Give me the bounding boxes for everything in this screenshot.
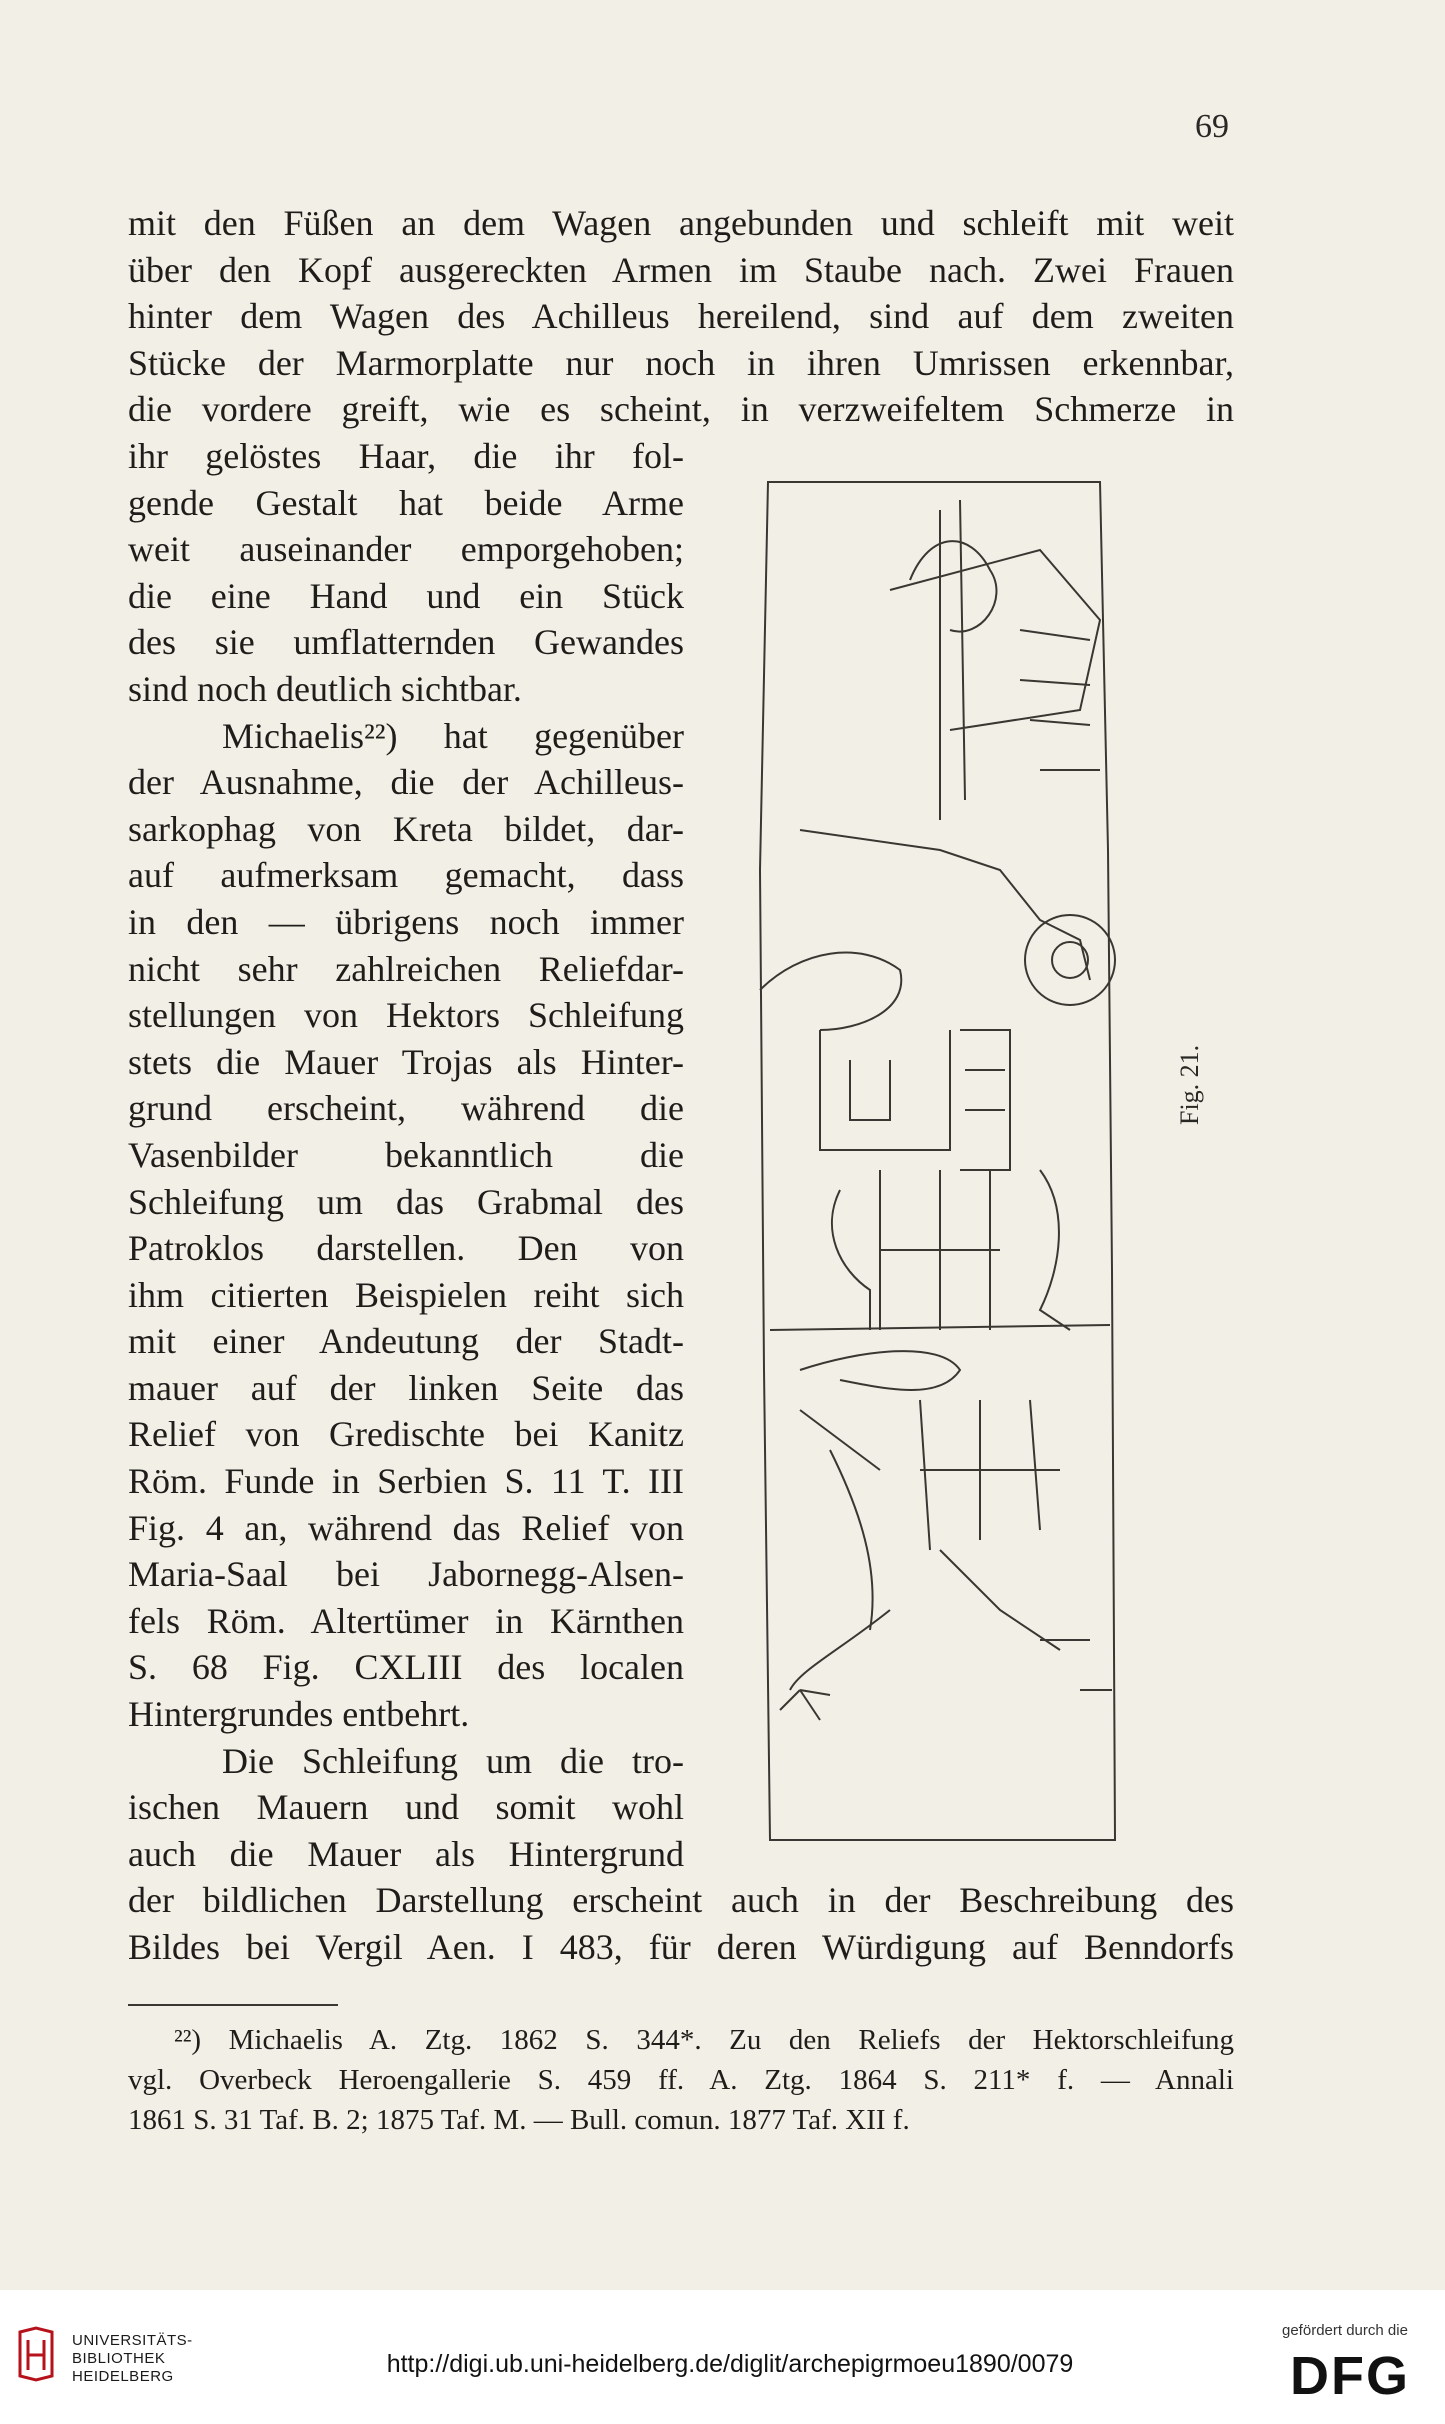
text-line: ischen Mauern und somit wohl xyxy=(128,1787,684,1828)
footnote-line: vgl. Overbeck Heroengallerie S. 459 ff. A. Ztg. 1864 S. 211* f. — Annali xyxy=(128,2064,1234,2096)
text-line: die eine Hand und ein Stück xyxy=(128,575,684,616)
text-line: die vordere greift, wie es scheint, in verzweifeltem Schmerze in xyxy=(128,389,1234,430)
footnote-divider xyxy=(128,2004,338,2006)
text-line: nicht sehr zahlreichen Reliefdar- xyxy=(128,948,684,989)
text-line: Vasenbilder bekanntlich die xyxy=(128,1134,684,1175)
text-line: S. 68 Fig. CXLIII des localen xyxy=(128,1647,684,1688)
text-line: mauer auf der linken Seite das xyxy=(128,1367,684,1408)
page-number: 69 xyxy=(1195,108,1229,145)
text-line: grund erscheint, während die xyxy=(128,1088,684,1129)
library-name-line: UNIVERSITÄTS- xyxy=(72,2332,193,2349)
text-line: ihr gelöstes Haar, die ihr fol- xyxy=(128,436,684,476)
text-line: auch die Mauer als Hintergrund xyxy=(128,1833,684,1874)
library-name-line: BIBLIOTHEK xyxy=(72,2350,166,2367)
paragraph-top xyxy=(128,200,1234,433)
relief-drawing-figure xyxy=(740,470,1170,1850)
text-line: Relief von Gredischte bei Kanitz xyxy=(128,1414,684,1455)
text-line: Patroklos darstellen. Den von xyxy=(128,1228,684,1269)
funded-by-label: gefördert durch die xyxy=(1282,2322,1408,2339)
text-line: des sie umflatternden Gewandes xyxy=(128,622,684,663)
text-line: auf aufmerksam gemacht, dass xyxy=(128,855,684,896)
footnote-line: 1861 S. 31 Taf. B. 2; 1875 Taf. M. — Bull. comun. 1877 Taf. XII f. xyxy=(128,2104,910,2136)
text-line: ihm citierten Beispielen reiht sich xyxy=(128,1274,684,1315)
text-line: mit den Füßen an dem Wagen angebunden und schleift mit weit xyxy=(128,203,1234,243)
permalink-url[interactable]: http://digi.ub.uni-heidelberg.de/diglit/archepigrmoeu1890/0079 xyxy=(386,2350,1074,2378)
text-line: Röm. Funde in Serbien S. 11 T. III xyxy=(128,1461,684,1502)
library-name-line: HEIDELBERG xyxy=(72,2368,174,2385)
text-line: Hintergrundes entbehrt. xyxy=(128,1694,470,1735)
footnotes xyxy=(128,2020,1234,2140)
text-line: Stücke der Marmorplatte nur noch in ihren Umrissen erkennbar, xyxy=(128,342,1234,383)
text-line: Die Schleifung um die tro- xyxy=(222,1740,684,1781)
text-line: mit einer Andeutung der Stadt- xyxy=(128,1321,684,1362)
footnote-line: ²²) Michaelis A. Ztg. 1862 S. 344*. Zu den Reliefs der Hektorschleifung xyxy=(174,2024,1234,2056)
text-line: weit auseinander emporgehoben; xyxy=(128,529,684,570)
university-library-logo-icon xyxy=(14,2326,58,2382)
text-line: Schleifung um das Grabmal des xyxy=(128,1181,684,1222)
text-line: stets die Mauer Trojas als Hinter- xyxy=(128,1041,684,1082)
text-line: hinter dem Wagen des Achilleus hereilend, sind auf dem zweiten xyxy=(128,296,1234,337)
text-line: sind noch deutlich sichtbar. xyxy=(128,668,522,709)
library-name xyxy=(72,2332,193,2386)
paragraph-wrapped xyxy=(128,433,684,1877)
text-line: gende Gestalt hat beide Arme xyxy=(128,482,684,523)
text-line: stellungen von Hektors Schleifung xyxy=(128,995,684,1036)
text-line: Bildes bei Vergil Aen. I 483, für deren Würdigung auf Benndorfs xyxy=(128,1926,1234,1967)
text-line: der Ausnahme, die der Achilleus- xyxy=(128,762,684,803)
text-line: Fig. 4 an, während das Relief von xyxy=(128,1507,684,1548)
figure-label: Fig. 21. xyxy=(1175,1044,1204,1125)
text-line: über den Kopf ausgereckten Armen im Staube nach. Zwei Frauen xyxy=(128,249,1234,290)
text-line: in den — übrigens noch immer xyxy=(128,901,684,942)
paragraph-bottom xyxy=(128,1877,1234,1970)
dfg-logo: DFG xyxy=(1290,2346,1410,2406)
text-line: sarkophag von Kreta bildet, dar- xyxy=(128,808,684,849)
text-line: der bildlichen Darstellung erscheint auch in der Beschreibung des xyxy=(128,1880,1234,1920)
text-line: Michaelis²²) hat gegenüber xyxy=(222,715,684,756)
text-line: Maria-Saal bei Jabornegg-Alsen- xyxy=(128,1554,684,1595)
text-line: fels Röm. Altertümer in Kärnthen xyxy=(128,1600,684,1641)
